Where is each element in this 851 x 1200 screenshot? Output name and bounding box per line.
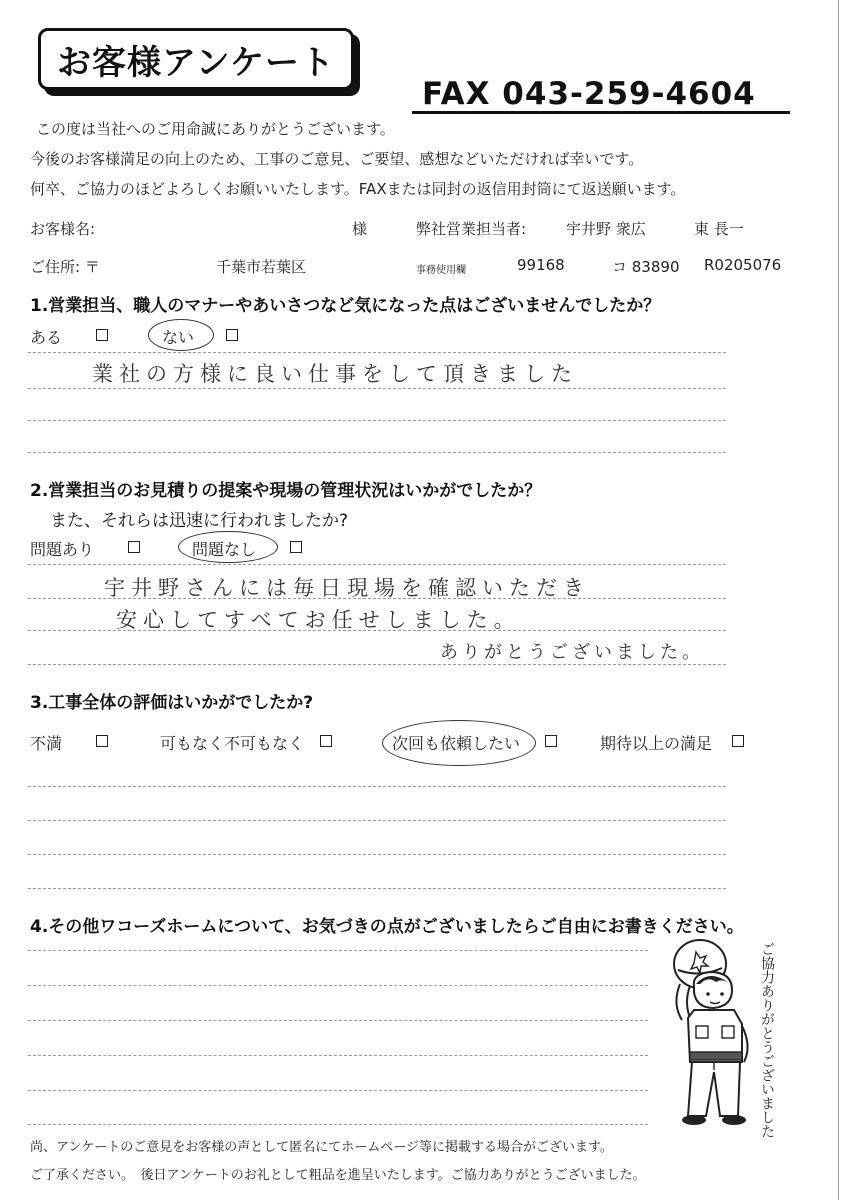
office-code-2: コ 83890 [612, 258, 680, 276]
question-4: 4.その他ワコーズホームについて、お気づきの点がございましたらご自由にお書きください。 [30, 917, 744, 937]
q3-checkbox-4[interactable] [732, 735, 744, 747]
answer-line [28, 1055, 648, 1056]
intro-line-3: 何卒、ご協力のほどよろしくお願いいたします。FAXまたは同封の返信用封筒にて返送願います。 [30, 180, 686, 198]
answer-line [28, 1020, 648, 1021]
answer-line [28, 598, 726, 599]
q3-checkbox-2[interactable] [320, 735, 332, 747]
staff-label: 弊社営業担当者: [416, 220, 527, 238]
q3-option-4: 期待以上の満足 [600, 734, 713, 753]
q3-option-2: 可もなく不可もなく [160, 734, 305, 753]
q1-option-yes: ある [30, 328, 63, 347]
answer-line [28, 854, 726, 855]
q1-handwritten-answer: 業社の方様に良い仕事をして頂きました [92, 362, 578, 386]
answer-line [28, 452, 726, 453]
answer-line [28, 820, 726, 821]
sama-label: 様 [352, 220, 368, 238]
worker-illustration [660, 934, 760, 1134]
page-edge-line [838, 0, 839, 1200]
q2-checkbox-issue[interactable] [128, 541, 140, 553]
address-value: 千葉市若葉区 [216, 258, 307, 276]
q2-option-issue: 問題あり [30, 540, 95, 559]
title-box [38, 28, 354, 90]
question-1: 1.営業担当、職人のマナーやあいさつなど気になった点はございませんでしたか？ [30, 296, 661, 316]
q3-option-1: 不満 [30, 734, 63, 753]
customer-name-label: お客様名: [30, 220, 96, 238]
q3-option-3: 次回も依頼したい [392, 734, 521, 753]
answer-line [28, 1090, 648, 1091]
answer-line [28, 352, 726, 353]
answer-line [28, 950, 648, 951]
office-use-label: 事務使用欄 [416, 265, 466, 276]
staff-name-1: 宇井野 衆広 [566, 220, 646, 238]
q1-checkbox-yes[interactable] [96, 329, 108, 341]
answer-line [28, 985, 648, 986]
question-3: 3.工事全体の評価はいかがでしたか? [30, 693, 314, 713]
answer-line [28, 664, 726, 665]
intro-line-1: この度は当社へのご用命誠にありがとうございます。 [36, 120, 395, 138]
intro-line-2: 今後のお客様満足の向上のため、工事のご意見、ご要望、感想などいただければ幸いです。 [30, 150, 644, 168]
q3-selected-circle [382, 720, 536, 766]
footer-line-2: ご了承ください。 後日アンケートのお礼として粗品を進呈いたします。ご協力ありがとうございました。 [30, 1168, 646, 1183]
question-2: 2.営業担当のお見積りの提案や現場の管理状況はいかがでしたか？ [30, 481, 542, 501]
fax-number: FAX 043-259-4604 [422, 76, 756, 112]
answer-line [28, 630, 726, 631]
office-code-1: 99168 [517, 256, 565, 274]
side-thank-you: ご協力ありがとうございました [759, 942, 775, 1138]
answer-line [28, 564, 726, 565]
answer-line [28, 786, 726, 787]
q1-checkbox-no[interactable] [226, 329, 238, 341]
q3-checkbox-3[interactable] [545, 735, 557, 747]
q2-checkbox-ok[interactable] [290, 541, 302, 553]
q2-option-ok: 問題なし [192, 540, 257, 559]
answer-line [28, 888, 726, 889]
q3-checkbox-1[interactable] [96, 735, 108, 747]
answer-line [28, 420, 726, 421]
page-title: お客様アンケート [57, 42, 335, 83]
answer-line [28, 388, 726, 389]
q2-handwritten-line-1: 宇井野さんには毎日現場を確認いただき [104, 576, 590, 600]
q1-option-no: ない [162, 328, 195, 347]
q2-selected-circle [178, 531, 278, 563]
fax-underline [412, 111, 790, 114]
q2-handwritten-line-2: 安心してすべてお任せしました。 [116, 608, 521, 632]
answer-line [28, 1124, 648, 1125]
footer-line-1: 尚、アンケートのご意見をお客様の声として匿名にてホームページ等に掲載する場合がございます。 [30, 1140, 613, 1155]
address-label: ご住所: 〒 [30, 258, 100, 276]
question-2-sub: また、それらは迅速に行われましたか? [50, 511, 349, 531]
staff-name-2: 東 長一 [694, 220, 744, 238]
office-code-3: R0205076 [704, 256, 782, 274]
q1-selected-circle [148, 319, 214, 351]
q2-handwritten-line-3: ありがとうございました。 [440, 642, 704, 663]
